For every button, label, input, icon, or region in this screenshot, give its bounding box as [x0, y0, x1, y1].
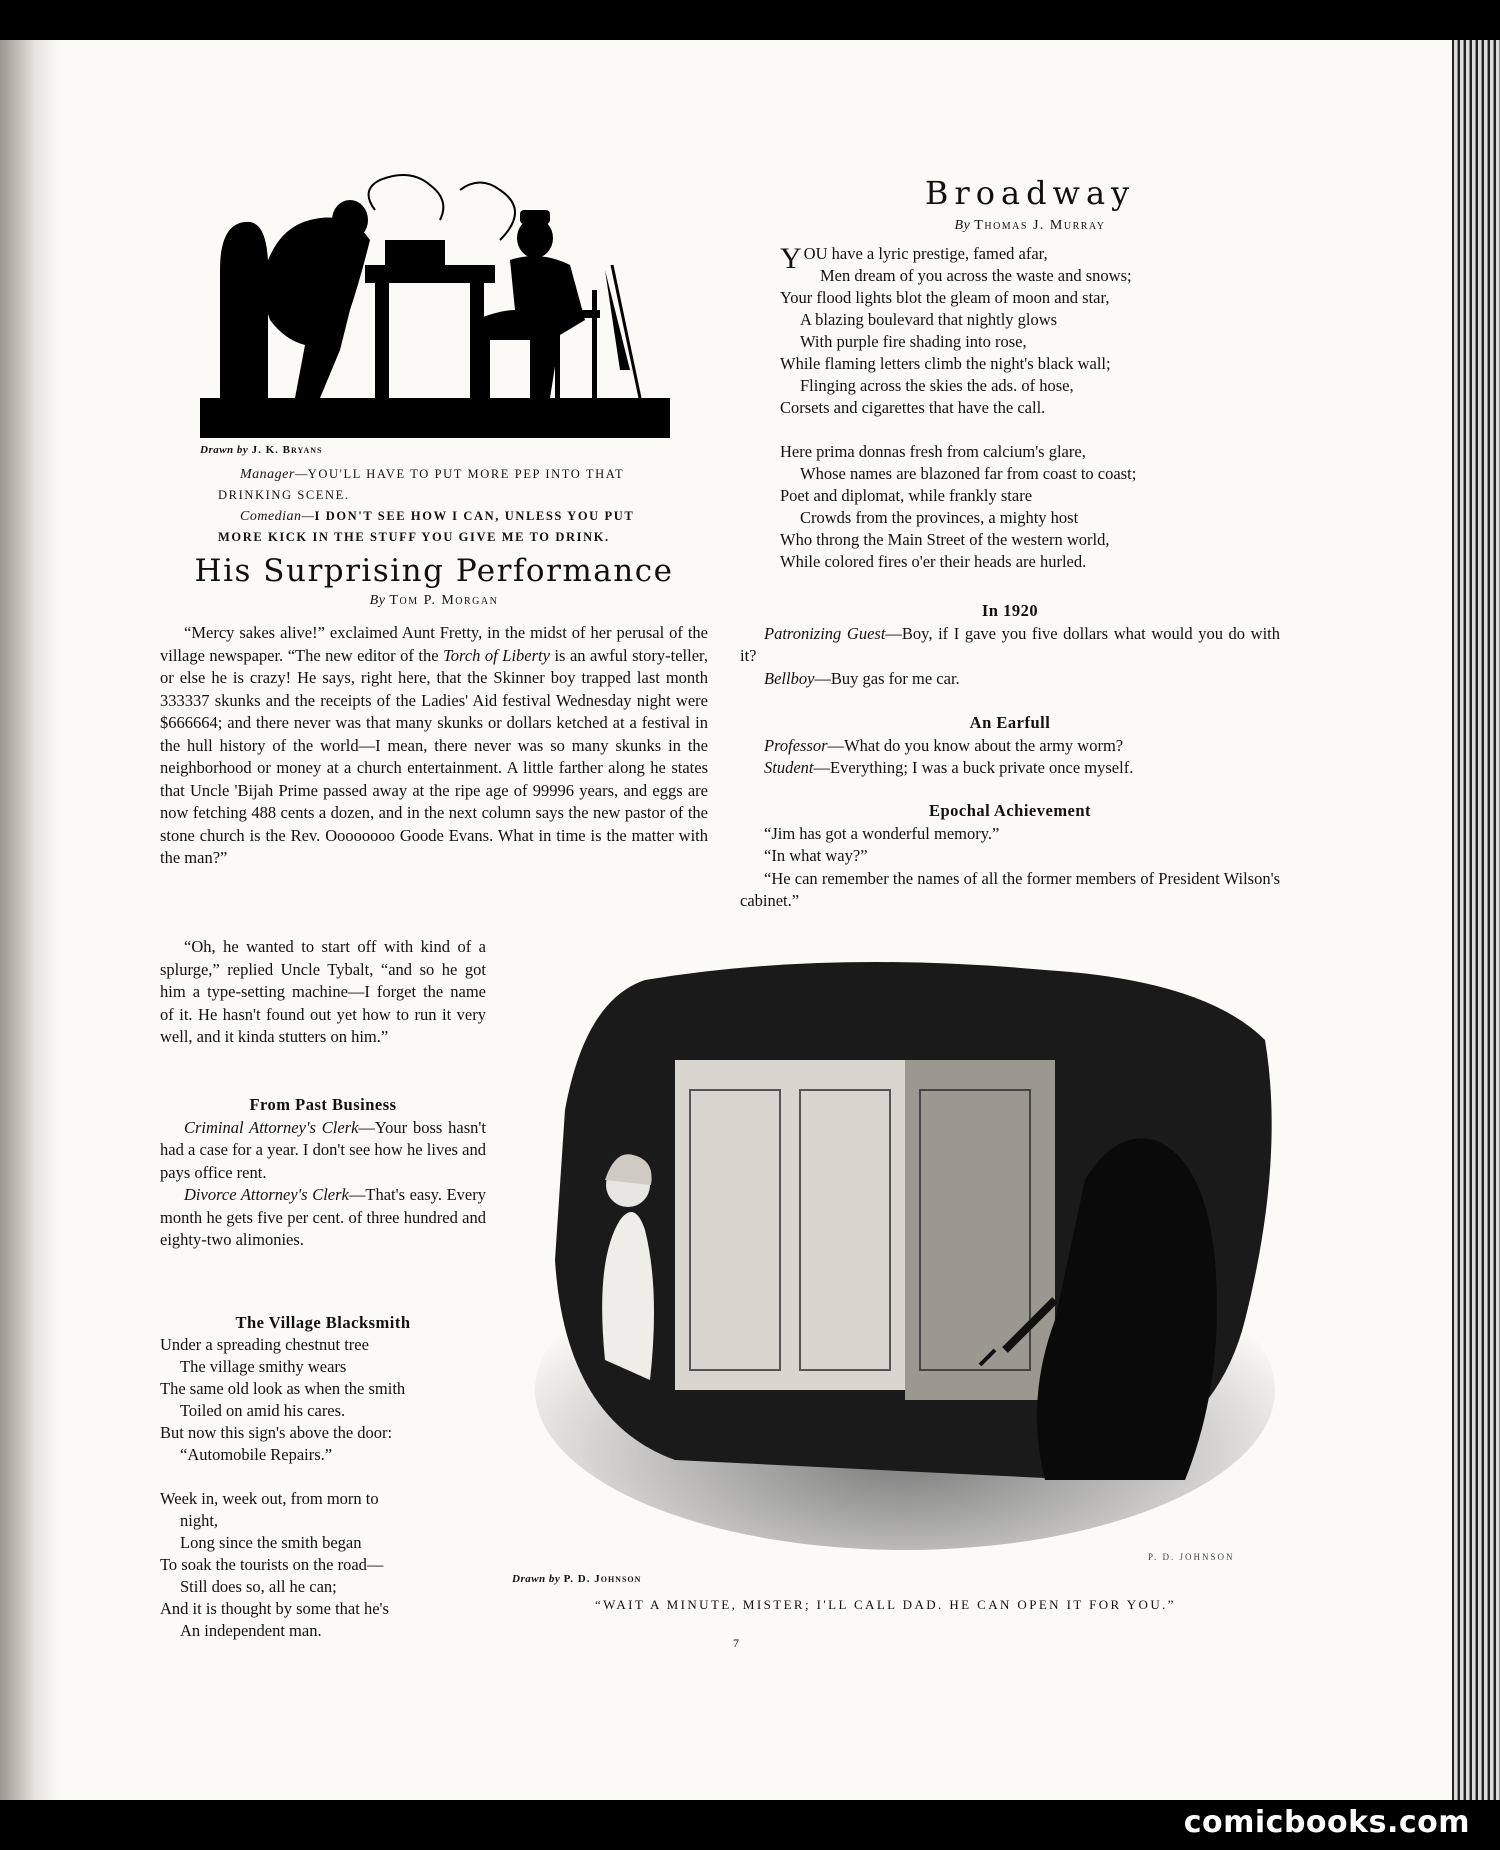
article-byline — [160, 593, 708, 609]
speaker-bellboy: Bellboy — [764, 668, 815, 688]
professor-line: —What do you know about the army worm? — [827, 735, 1124, 755]
main-article — [160, 553, 708, 609]
broadway-byline-name: Thomas J. Murray — [974, 218, 1106, 233]
poem-line: Still does so, all he can; — [180, 1577, 337, 1596]
poem-line: Your flood lights blot the gleam of moon and star, — [780, 288, 1110, 307]
broadway-title: Broadway — [924, 174, 1136, 212]
para1-part-b: is an awful story-teller, or else he is crazy! He says, right here, that the Skinner boy trapped last month 333337 skunks and the receipts of the Ladies' Aid festival Wednesday night were $666664; and there never was that many skunks or dollars ketched at a festival in the hull history of the world—I mean, there never was so many skunks in the neighborhood or money at a church entertainment. A little farther along he states that Uncle 'Bijah Prime passed away at the ripe age of 99996 years, and eggs are now fetching 488 cents a dozen, and in the next column says the new pastor of the stone church is the Rev. Oooooooo Goode Evans. What in time is the matter with the man?” — [160, 645, 708, 867]
from-past-business-heading: From Past Business — [249, 1095, 397, 1114]
poem-line: But now this sign's above the door: — [160, 1423, 393, 1442]
in-1920 — [740, 600, 1280, 690]
poem-line: Poet and diplomat, while frankly stare — [780, 486, 1033, 505]
poem-line: Who throng the Main Street of the western world, — [780, 530, 1110, 549]
dialog-text-manager: YOU'LL HAVE TO PUT MORE PEP INTO THAT DRINKING SCENE. — [218, 467, 625, 502]
poem-line: While flaming letters climb the night's black wall; — [780, 354, 1111, 373]
drop-cap: Y — [780, 242, 802, 275]
speaker-student: Student — [764, 758, 814, 777]
criminal-clerk-line: —Your boss hasn't had a case for a year. I don't see how he lives and pays office rent. — [160, 1117, 486, 1182]
poem-line: Corsets and cigarettes that have the call. — [780, 398, 1046, 417]
poem-line: Men dream of you across the waste and snows; — [820, 266, 1132, 285]
broadway-stanza-2 — [780, 441, 1280, 573]
poem-line: Flinging across the skies the ads. of hose, — [800, 376, 1074, 395]
illustration-caption: “WAIT A MINUTE, MISTER; I'LL CALL DAD. HE CAN OPEN IT FOR YOU.” — [595, 1597, 1176, 1612]
watermark: comicbooks.com — [1183, 1805, 1470, 1840]
guest-line: —Boy, if I gave you five dollars what would you do with it? — [740, 623, 1280, 665]
cartoon-dialog — [218, 464, 658, 548]
blacksmith-stanza-2 — [160, 1488, 490, 1642]
poem-line: The village smithy wears — [180, 1357, 347, 1376]
silhouette-cartoon — [200, 170, 670, 438]
student-line: —Everything; I was a buck private once myself. — [813, 758, 1134, 777]
credit-name: J. K. Bryans — [251, 444, 323, 456]
illustration-credit-prefix: Drawn by — [512, 1573, 561, 1585]
para1-part-a: “Mercy sakes alive!” exclaimed Aunt Fretty, in the midst of her perusal of the village newspaper. “The new editor of the — [160, 623, 708, 665]
epochal-achievement — [740, 800, 1280, 913]
in-1920-heading: In 1920 — [981, 601, 1039, 620]
illustration-credit-name: P. D. Johnson — [563, 1573, 642, 1585]
village-blacksmith — [160, 1312, 490, 1642]
page-edges — [1452, 40, 1500, 1800]
epochal-line-2: “In what way?” — [764, 846, 868, 865]
speaker-criminal-clerk: Criminal Attorney's Clerk — [184, 1117, 359, 1137]
newspaper-name: Torch of Liberty — [443, 645, 550, 665]
dialog-speaker-manager: Manager— — [240, 467, 308, 482]
divorce-clerk-line: —That's easy. Every month he gets five per cent. of three hundred and eighty-two alimonies. — [160, 1185, 486, 1249]
poem-line: “Automobile Repairs.” — [180, 1445, 333, 1464]
article-title: His Surprising Performance — [194, 553, 674, 589]
cartoon-credit — [200, 444, 323, 456]
byline-name: Tom P. Morgan — [389, 593, 499, 608]
article-paragraph-1 — [160, 622, 708, 870]
an-earfull — [740, 712, 1280, 780]
earfull-heading: An Earfull — [969, 713, 1051, 732]
speaker-divorce-clerk: Divorce Attorney's Clerk — [184, 1185, 349, 1204]
poem-line: With purple fire shading into rose, — [800, 332, 1027, 351]
speaker-professor: Professor — [764, 735, 828, 755]
poem-line: An independent man. — [180, 1621, 322, 1640]
from-past-business — [160, 1094, 486, 1252]
poem-line: OU have a lyric prestige, famed afar, — [803, 244, 1048, 263]
poem-line: To soak the tourists on the road— — [160, 1555, 384, 1574]
epochal-line-3: “He can remember the names of all the former members of President Wilson's cabinet.” — [740, 868, 1280, 910]
dialog-speaker-comedian: Comedian— — [240, 509, 315, 524]
poem-line: While colored fires o'er their heads are hurled. — [780, 552, 1087, 571]
illustration-credit — [512, 1573, 641, 1585]
poem-line: Here prima donnas fresh from calcium's glare, — [780, 442, 1086, 461]
poem-line: And it is thought by some that he's — [160, 1599, 389, 1618]
poem-line: Week in, week out, from morn to — [160, 1489, 379, 1508]
child-at-door-illustration — [525, 960, 1285, 1570]
illustrator-signature: P. D. JOHNSON — [1148, 1552, 1235, 1562]
bellboy-line: —Buy gas for me car. — [814, 668, 960, 688]
broadway-header — [780, 174, 1280, 234]
blacksmith-stanza-1 — [160, 1334, 490, 1466]
poem-line: Toiled on amid his cares. — [180, 1401, 346, 1420]
article-paragraph-2 — [160, 936, 486, 1049]
epochal-heading: Epochal Achievement — [928, 801, 1092, 820]
blacksmith-heading: The Village Blacksmith — [235, 1313, 411, 1332]
poem-line: Long since the smith began — [180, 1533, 362, 1552]
poem-line: Whose names are blazoned far from coast to coast; — [800, 464, 1137, 483]
poem-line: A blazing boulevard that nightly glows — [800, 310, 1058, 329]
poem-line: night, — [180, 1511, 219, 1530]
byline-prefix: By — [369, 593, 386, 608]
poem-line: Under a spreading chestnut tree — [160, 1335, 369, 1354]
para2-text: “Oh, he wanted to start off with kind of a splurge,” replied Uncle Tybalt, “and so he got him a type-setting machine—I forget the name of it. He hasn't found out yet how to run it very well, and it kinda stutters on him.” — [160, 937, 486, 1046]
credit-prefix: Drawn by — [200, 444, 249, 456]
poem-line: The same old look as when the smith — [160, 1379, 406, 1398]
epochal-line-1: “Jim has got a wonderful memory.” — [764, 823, 1000, 843]
broadway-byline-prefix: By — [954, 218, 971, 233]
poem-line: Crowds from the provinces, a mighty host — [800, 508, 1079, 527]
broadway-poem — [780, 243, 1280, 573]
broadway-stanza-1 — [780, 243, 1280, 419]
speaker-guest: Patronizing Guest — [764, 623, 886, 643]
dialog-text-comedian: I DON'T SEE HOW I CAN, UNLESS YOU PUT MORE KICK IN THE STUFF YOU GIVE ME TO DRINK. — [218, 509, 635, 544]
page-number: 7 — [733, 1636, 739, 1650]
book-spine-shadow — [0, 40, 58, 1800]
broadway-byline — [780, 218, 1280, 234]
